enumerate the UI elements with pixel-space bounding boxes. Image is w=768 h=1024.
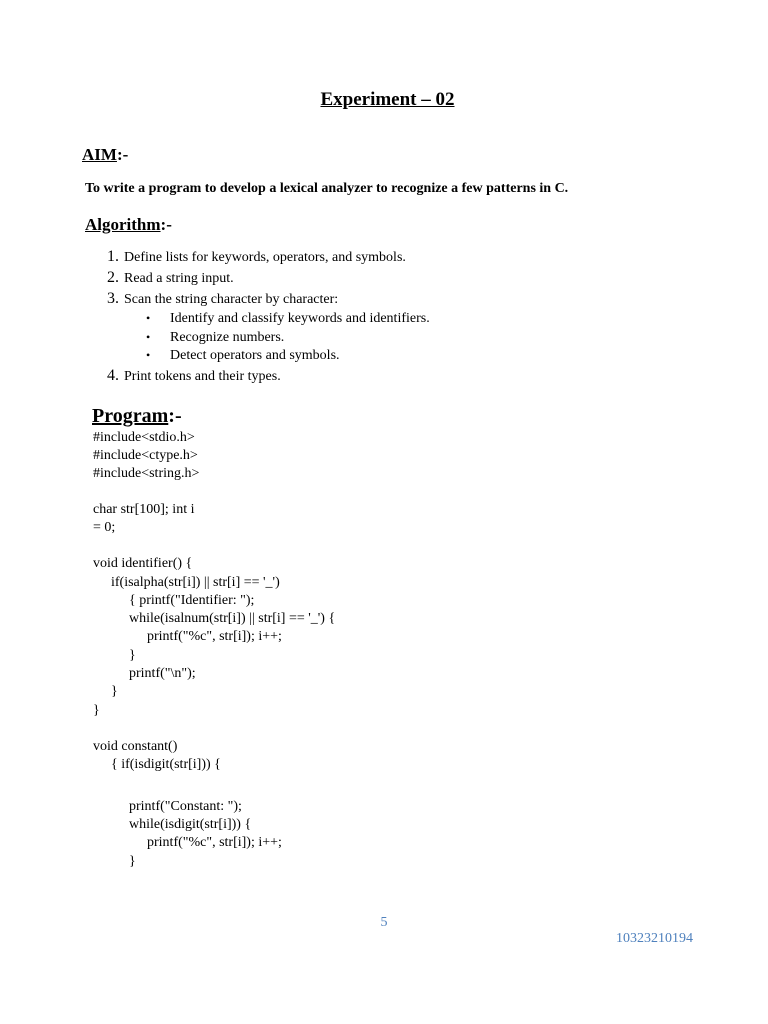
algorithm-heading: [85, 215, 172, 235]
code-line: #include<string.h>: [93, 466, 200, 481]
algorithm-step: [107, 269, 234, 287]
algorithm-step: [107, 290, 339, 308]
document-title: Experiment – 02: [320, 89, 455, 110]
algorithm-sub-bullet: [146, 311, 430, 327]
code-line: while(isdigit(str[i])) {: [129, 817, 252, 832]
bullet-icon: •: [146, 311, 151, 325]
step-text: Define lists for keywords, operators, and symbols.: [124, 250, 406, 265]
bullet-text: Identify and classify keywords and identifiers.: [170, 311, 430, 326]
algorithm-sub-bullet: [146, 330, 285, 346]
bullet-icon: •: [146, 330, 151, 344]
code-line: }: [129, 854, 136, 869]
program-heading: [92, 405, 182, 428]
code-line: printf("Constant: ");: [129, 799, 242, 814]
code-line: void identifier() {: [93, 556, 193, 571]
algorithm-step: [107, 248, 406, 266]
code-line: #include<ctype.h>: [93, 448, 198, 463]
code-line: printf("\n");: [129, 666, 196, 681]
bullet-text: Detect operators and symbols.: [170, 348, 340, 363]
code-line: #include<stdio.h>: [93, 430, 195, 445]
step-text: Read a string input.: [124, 271, 234, 286]
bullet-icon: •: [146, 348, 151, 362]
code-line: if(isalpha(str[i]) || str[i] == '_'): [111, 575, 280, 590]
step-number: 1.: [107, 248, 119, 265]
step-number: 3.: [107, 290, 119, 307]
bullet-text: Recognize numbers.: [170, 330, 285, 345]
algorithm-step: [107, 367, 281, 385]
code-line: }: [93, 703, 100, 718]
step-number: 4.: [107, 367, 119, 384]
footer-id: 10323210194: [616, 931, 693, 946]
code-line: = 0;: [93, 520, 116, 535]
aim-heading-label: AIM: [82, 145, 117, 164]
code-line: { printf("Identifier: ");: [129, 593, 255, 608]
step-number: 2.: [107, 269, 119, 286]
aim-text: To write a program to develop a lexical analyzer to recognize a few patterns in C.: [85, 181, 569, 196]
step-text: Print tokens and their types.: [124, 369, 281, 384]
algorithm-sub-bullet: [146, 348, 340, 364]
program-heading-suffix: :-: [168, 405, 182, 427]
code-line: printf("%c", str[i]); i++;: [147, 629, 282, 644]
code-line: { if(isdigit(str[i])) {: [111, 757, 221, 772]
aim-heading-suffix: :-: [116, 145, 129, 164]
code-line: }: [111, 684, 118, 699]
code-line: }: [129, 648, 136, 663]
code-line: while(isalnum(str[i]) || str[i] == '_') {: [129, 611, 336, 626]
code-line: char str[100]; int i: [93, 502, 195, 517]
aim-heading: [82, 145, 128, 165]
code-line: printf("%c", str[i]); i++;: [147, 835, 282, 850]
algorithm-heading-suffix: :-: [160, 215, 172, 234]
algorithm-heading-label: Algorithm: [85, 215, 161, 234]
page-number: 5: [380, 915, 388, 930]
step-text: Scan the string character by character:: [124, 292, 339, 307]
program-heading-label: Program: [92, 405, 169, 427]
code-line: void constant(): [93, 739, 178, 754]
